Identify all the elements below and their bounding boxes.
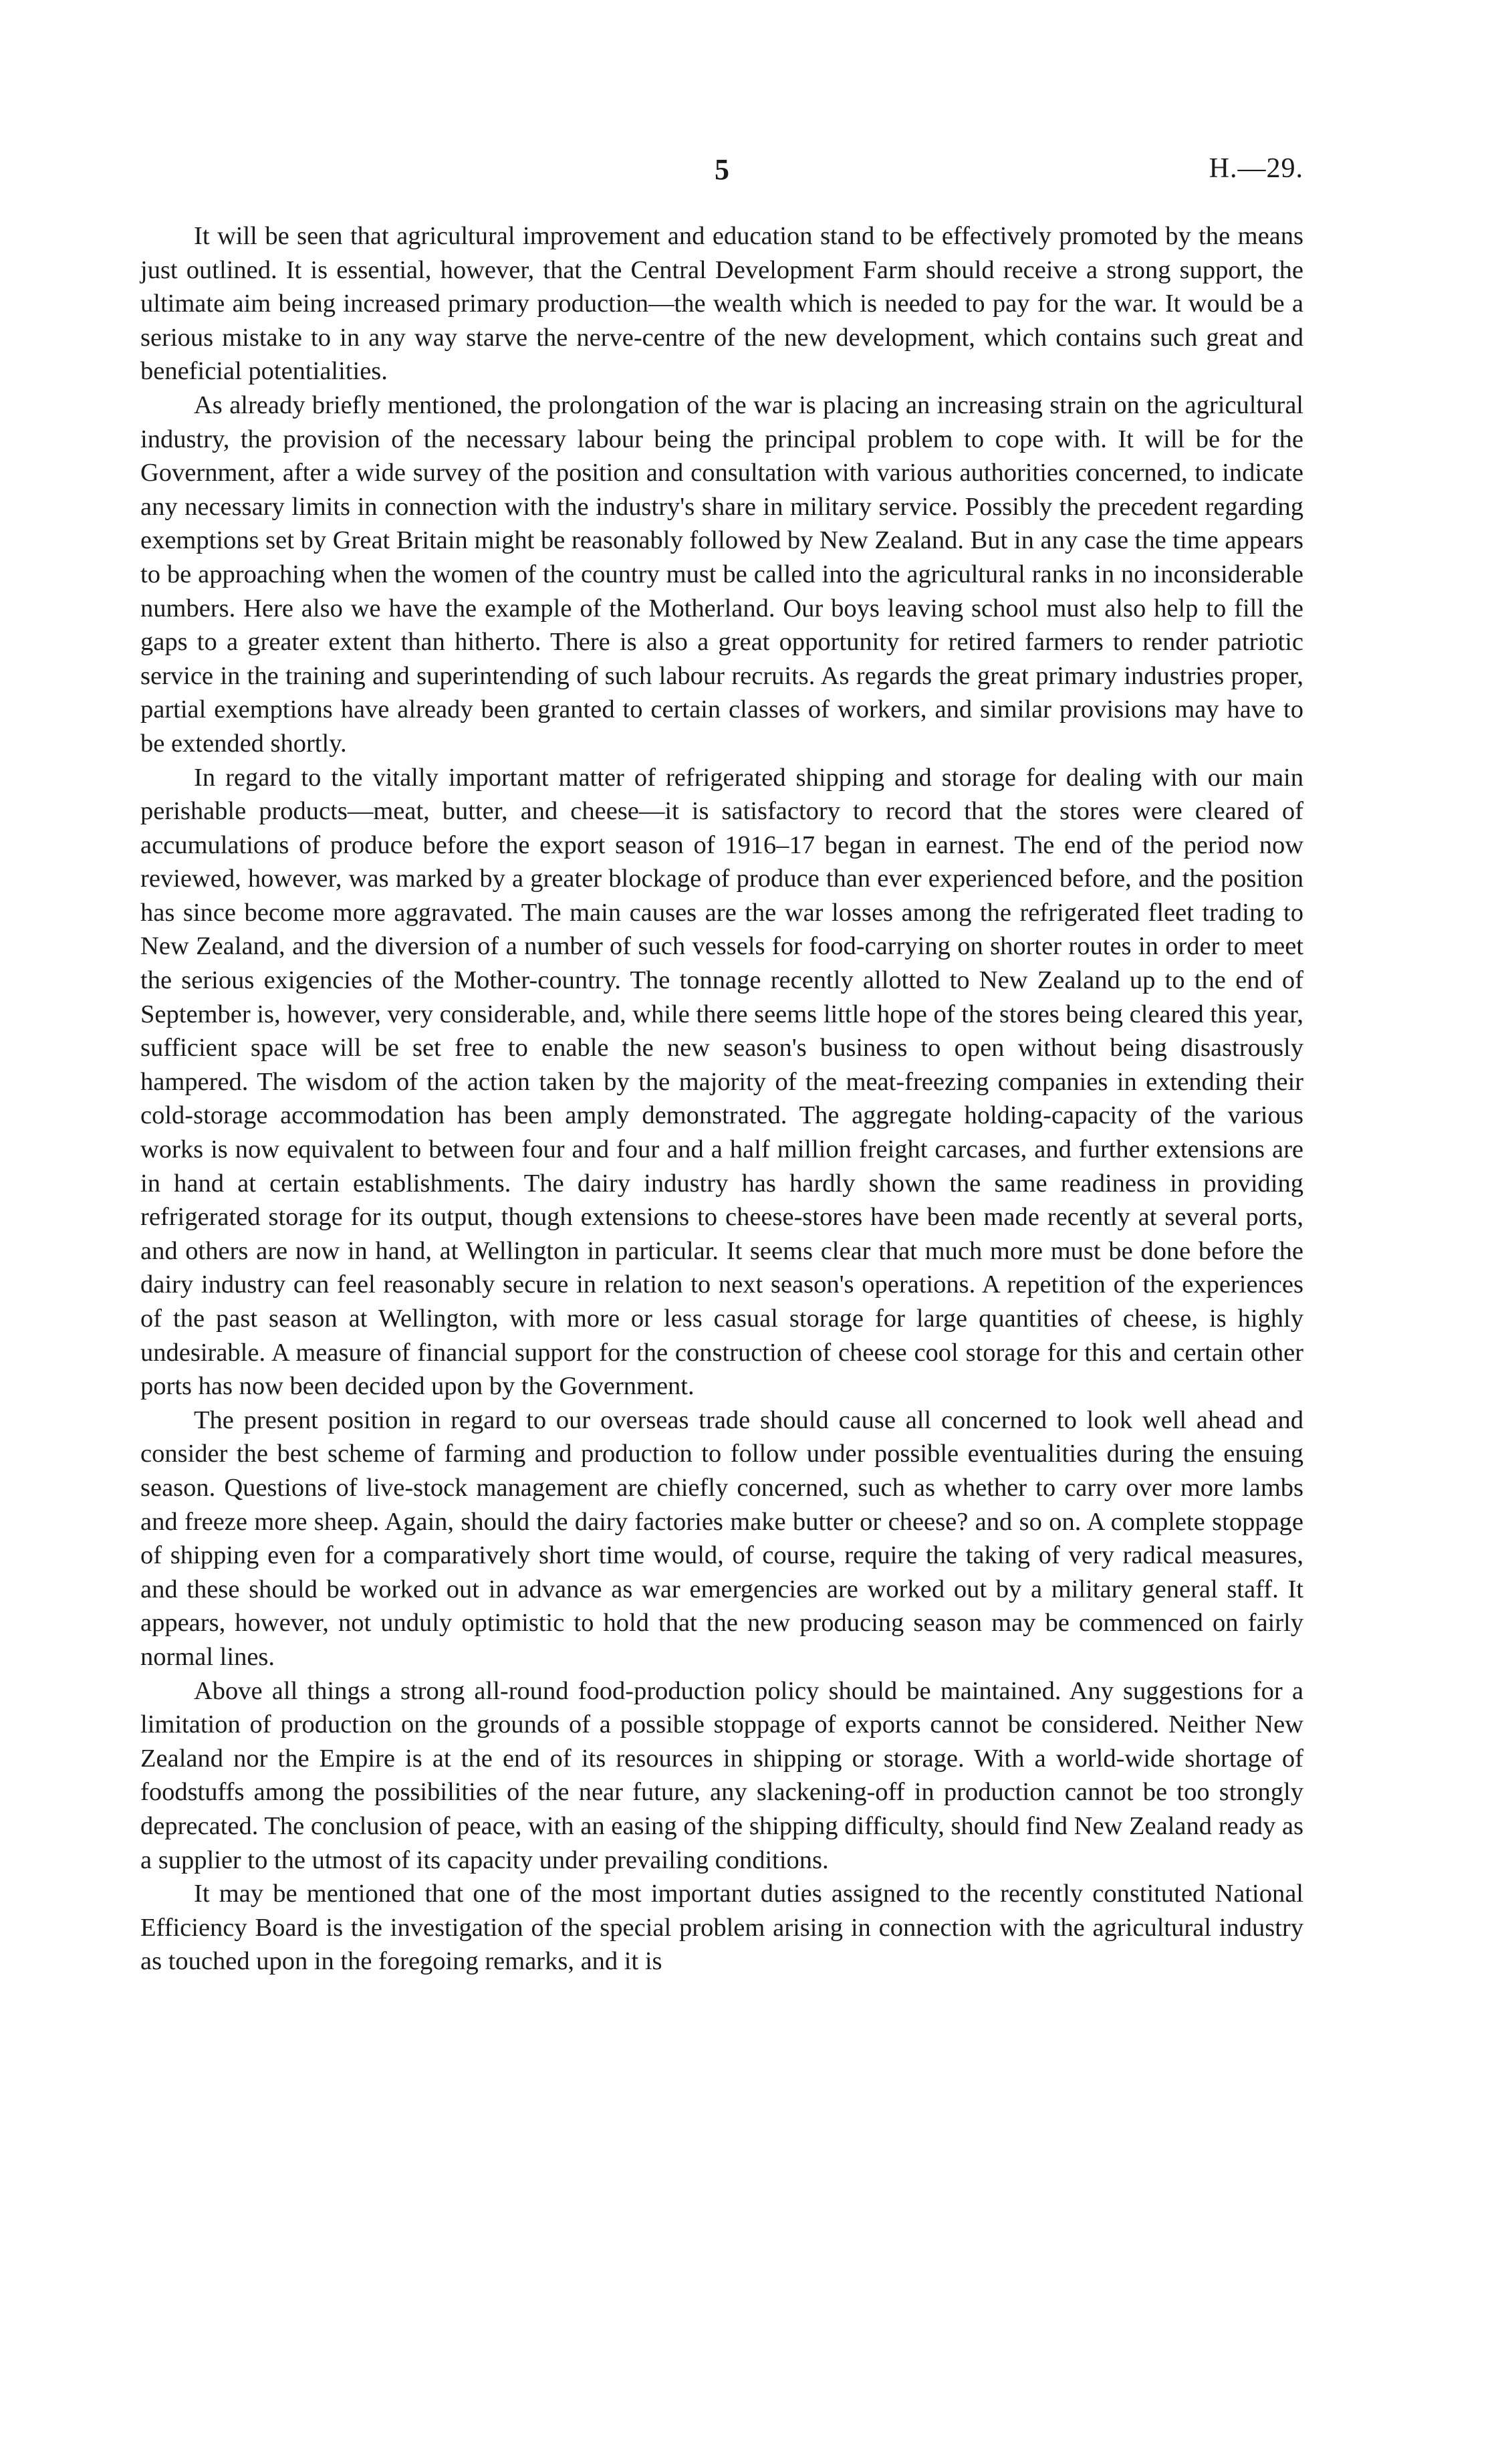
document-reference: H.—29.	[1209, 153, 1303, 184]
paragraph-overseas-trade: The present position in regard to our overseas trade should cause all concerned to look well ahead and consider the best scheme of farming and production to follow under possible eventualities during the ensuing season. Questions of live-stock management are chiefly concerned, such as whether to carry over more lambs and freeze more sheep. Again, should the dairy factories make butter or cheese? and so on. A complete stoppage of shipping even for a comparatively short time would, of course, require the taking of very radical measures, and these should be worked out in advance as war emergencies are worked out by a military general staff. It appears, however, not unduly optimistic to hold that the new producing season may be commenced on fairly normal lines.	[140, 1406, 1303, 1671]
body-text	[140, 219, 1303, 1979]
paragraph-food-production-policy: Above all things a strong all-round food-production policy should be maintained. Any suggestions for a limitation of production on the grounds of a possible stoppage of exports cannot be considered. Neither New Zealand nor the Empire is at the end of its resources in shipping or storage. With a world-wide shortage of foodstuffs among the possibilities of the near future, any slackening-off in production cannot be too strongly deprecated. The conclusion of peace, with an easing of the shipping difficulty, should find New Zealand ready as a supplier to the utmost of its capacity under prevailing conditions.	[140, 1676, 1303, 1874]
page-header	[140, 152, 1303, 193]
paragraph-national-efficiency-board: It may be mentioned that one of the most important duties assigned to the recently constituted National Efficiency Board is the investigation of the special problem arising in connection with the agricultural industry as touched upon in the foregoing remarks, and it is	[140, 1880, 1303, 1976]
paragraph-agricultural-improvement: It will be seen that agricultural improvement and education stand to be effectively promoted by the means just outlined. It is essential, however, that the Central Development Farm should receive a strong support, the ultimate aim being increased primary production—the wealth which is needed to pay for the war. It would be a serious mistake to in any way starve the nerve-centre of the new development, which contains such great and beneficial potentialities.	[140, 222, 1303, 386]
paragraph-refrigerated-shipping: In regard to the vitally important matter of refrigerated shipping and storage for dealing with our main perishable products—meat, butter, and cheese—it is satisfactory to record that the stores were cleared of accumulations of produce before the export season of 1916–17 began in earnest. The end of the period now reviewed, however, was marked by a greater blockage of produce than ever experienced before, and the position has since become more aggravated. The main causes are the war losses among the refrigerated fleet trading to New Zealand, and the diversion of a number of such vessels for food-carrying on shorter routes in order to meet the serious exigencies of the Mother-country. The tonnage recently allotted to New Zealand up to the end of September is, however, very considerable, and, while there seems little hope of the stores being cleared this year, sufficient space will be set free to enable the new season's business to open without being disastrously hampered. The wisdom of the action taken by the majority of the meat-freezing companies in extending their cold-storage accommodation has been amply demonstrated. The aggregate holding-capacity of the various works is now equivalent to between four and four and a half million freight carcases, and further extensions are in hand at certain establishments. The dairy industry has hardly shown the same readiness in providing refrigerated storage for its output, though extensions to cheese-stores have been made recently at several ports, and others are now in hand, at Wellington in particular. It seems clear that much more must be done before the dairy industry can feel reasonably secure in relation to next season's operations. A repetition of the experiences of the past season at Wellington, with more or less casual storage for large quantities of cheese, is highly undesirable. A measure of financial support for the construction of cheese cool storage for this and certain other ports has now been decided upon by the Government.	[140, 763, 1303, 1401]
paragraph-labour-problem: As already briefly mentioned, the prolongation of the war is placing an increasing strain on the agricultural industry, the provision of the necessary labour being the principal problem to cope with. It will be for the Government, after a wide survey of the position and consultation with various authorities concerned, to indicate any necessary limits in connection with the industry's share in military service. Possibly the precedent regarding exemptions set by Great Britain might be reasonably followed by New Zealand. But in any case the time appears to be approaching when the women of the country must be called into the agricultural ranks in no inconsiderable numbers. Here also we have the example of the Motherland. Our boys leaving school must also help to fill the gaps to a greater extent than hitherto. There is also a great opportunity for retired farmers to render patriotic service in the training and superintending of such labour recruits. As regards the great primary industries proper, partial exemptions have already been granted to certain classes of workers, and similar provisions may have to be extended shortly.	[140, 390, 1303, 758]
page-number: 5	[715, 153, 729, 186]
